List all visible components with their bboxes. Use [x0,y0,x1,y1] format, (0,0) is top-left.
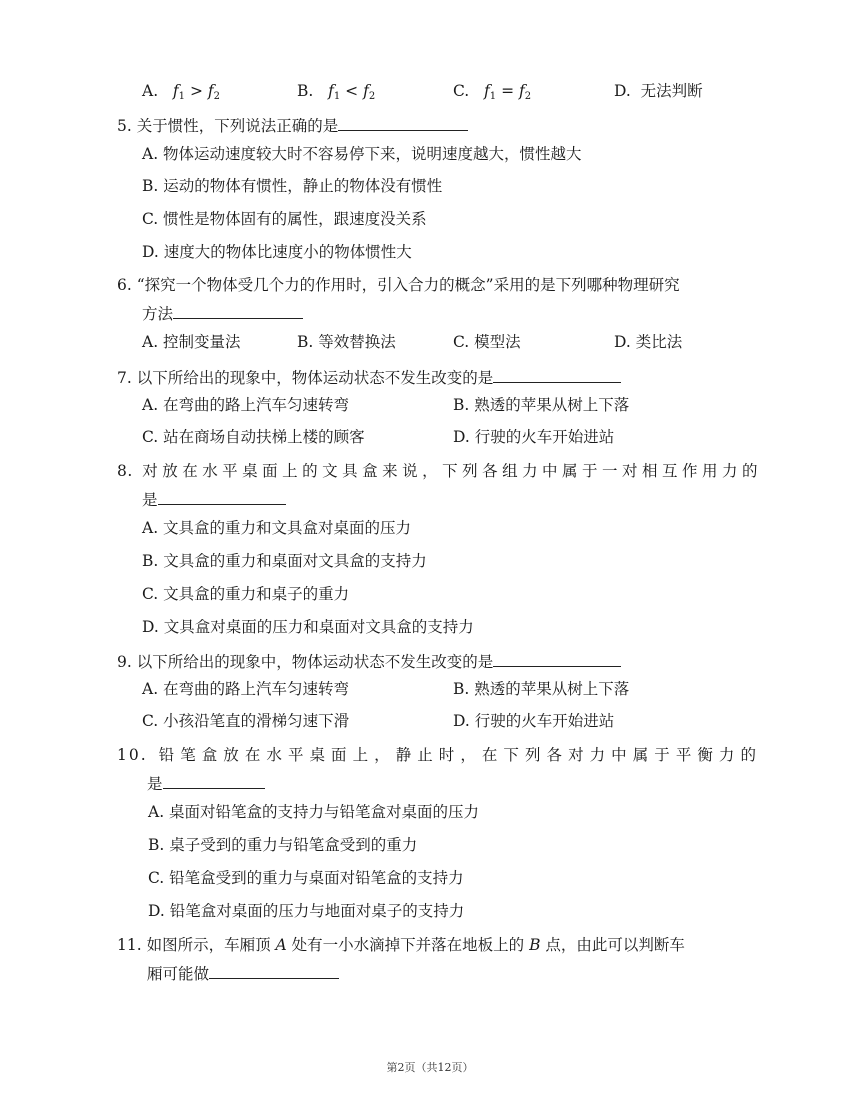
q5-option-b: B. 运动的物体有惯性，静止的物体没有惯性 [142,177,443,195]
q8-stem-line2: 是 [142,488,286,511]
q10-stem-line1: 10. 铅笔盒放在水平桌面上，静止时，在下列各对力中属于平衡力的 [117,746,758,764]
q9-option-b: B. 熟透的苹果从树上下落 [453,680,630,698]
q6-stem-line2: 方法 [142,302,303,325]
q11-stem-line2: 厢可能做 [147,962,339,985]
q5-option-a: A. 物体运动速度较大时不容易停下来，说明速度越大，惯性越大 [142,145,582,163]
q7-option-a: A. 在弯曲的路上汽车匀速转弯 [142,396,350,414]
q10-option-b: B. 桌子受到的重力与铅笔盒受到的重力 [148,836,418,854]
answer-blank[interactable] [493,650,621,667]
q10-option-c: C. 铅笔盒受到的重力与桌面对铅笔盒的支持力 [148,869,464,887]
q6-option-b: B. 等效替换法 [297,333,396,351]
q9-option-c: C. 小孩沿笔直的滑梯匀速下滑 [142,712,350,730]
q10-option-a: A. 桌面对铅笔盒的支持力与铅笔盒对桌面的压力 [148,803,480,821]
q4-option-d: D. 无法判断 [614,82,703,100]
q5-stem: 5. 关于惯性，下列说法正确的是 [117,114,468,137]
q7-option-c: C. 站在商场自动扶梯上楼的顾客 [142,428,365,446]
q4-option-a: A. $f_1 > f_2$ [142,82,220,102]
q4-option-c: C. $f_1 = f_2$ [453,82,532,102]
q8-stem-line1: 8. 对放在水平桌面上的文具盒来说，下列各组力中属于一对相互作用力的 [117,462,758,480]
q9-stem: 9. 以下所给出的现象中，物体运动状态不发生改变的是 [117,650,621,673]
q7-option-b: B. 熟透的苹果从树上下落 [453,396,630,414]
q5-option-c: C. 惯性是物体固有的属性，跟速度没关系 [142,210,427,228]
answer-blank[interactable] [158,488,286,505]
q6-option-c: C. 模型法 [453,333,521,351]
page-footer: 第2页（共12页） [386,1061,474,1074]
answer-blank[interactable] [493,366,621,383]
q4-option-b: B. $f_1 < f_2$ [297,82,376,102]
q6-option-d: D. 类比法 [614,333,683,351]
q7-option-d: D. 行驶的火车开始进站 [453,428,615,446]
q9-option-a: A. 在弯曲的路上汽车匀速转弯 [142,680,350,698]
q8-option-c: C. 文具盒的重力和桌子的重力 [142,585,350,603]
q9-option-d: D. 行驶的火车开始进站 [453,712,615,730]
answer-blank[interactable] [173,302,303,319]
q11-stem-line1: 11. 如图所示，车厢顶 A 处有一小水滴掉下并落在地板上的 B 点，由此可以判断车 [117,936,685,954]
answer-blank[interactable] [338,114,468,131]
q5-option-d: D. 速度大的物体比速度小的物体惯性大 [142,243,412,261]
q10-stem-line2: 是 [147,772,265,795]
answer-blank[interactable] [163,772,265,789]
answer-blank[interactable] [209,962,339,979]
q8-option-b: B. 文具盒的重力和桌面对文具盒的支持力 [142,552,427,570]
q6-stem-line1: 6. “探究一个物体受几个力的作用时，引入合力的概念”采用的是下列哪种物理研究 [117,276,680,294]
q7-stem: 7. 以下所给出的现象中，物体运动状态不发生改变的是 [117,366,621,389]
q8-option-d: D. 文具盒对桌面的压力和桌面对文具盒的支持力 [142,618,474,636]
q8-option-a: A. 文具盒的重力和文具盒对桌面的压力 [142,519,412,537]
q10-option-d: D. 铅笔盒对桌面的压力与地面对桌子的支持力 [148,902,465,920]
q6-option-a: A. 控制变量法 [142,333,241,351]
